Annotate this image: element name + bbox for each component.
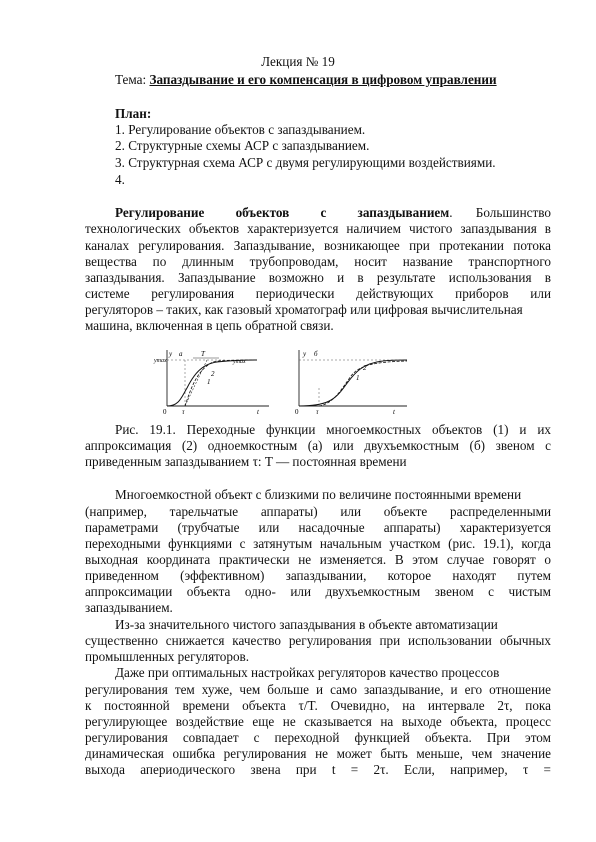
panel-b-y-label: y (303, 350, 307, 358)
figure-caption-line: аппроксимация (2) одноемкостным (а) или двухъемкостным (б) звеном с (85, 438, 551, 453)
paragraph-line: регулирования тем хуже, чем больше и само запаздывание, и его отношение (85, 682, 551, 697)
topic-label: Тема: (115, 72, 150, 87)
section1-heading: Регулирование объектов с запаздыванием (115, 205, 450, 220)
paragraph-line: запаздыванием. (85, 600, 173, 615)
section1-line: технологических объектов характеризуется наличием чистого запаздывания в (85, 221, 551, 236)
panel-a (153, 350, 269, 416)
paragraph-line: параметрами (трубчатые или насадочные аппараты) характеризуется (85, 520, 551, 535)
panel-a-curve1-label: 1 (207, 378, 211, 386)
paragraph-line: к постоянной времени объекта τ/T. Очевидно, на интервале 2τ, пока (85, 698, 551, 713)
paragraph-line: переходными функциями с затянутым начальным участком (рис. 19.1), когда (85, 536, 551, 551)
section1-line: запаздывания. Запаздывание возможно и в результате использования в (85, 270, 551, 285)
panel-a-curve2-label: 2 (211, 370, 215, 378)
panel-a-ymax-right: ymax (233, 359, 246, 365)
panel-b-tau: τ (316, 408, 319, 416)
panel-b-letter: б (314, 350, 318, 358)
topic-line (115, 72, 497, 88)
panel-b-curve2-label: 2 (363, 364, 367, 372)
plan-item-2: 2. Структурные схемы АСР с запаздыванием. (115, 138, 370, 153)
paragraph-line: аппроксимации объекта одно- или двухъемкостным звеном с чистым (85, 584, 551, 599)
plan-item-4: 4. (115, 172, 125, 187)
section1-first-line: Регулирование объектов с запаздыванием. Большинство (115, 205, 551, 220)
section1-line: машина, включенная в цепь обратной связи. (85, 318, 334, 333)
panel-a-tau: τ (182, 408, 185, 416)
figure-caption-line: Рис. 19.1. Переходные функции многоемкостных объектов (1) и их (115, 422, 551, 437)
paragraph-line: выходная координата практически не изменяется. В этом случае говорят о (85, 552, 551, 567)
paragraph-line: Даже при оптимальных настройках регуляторов качество процессов (115, 665, 500, 680)
section1-line: вещества по длинным трубопроводам, носит название транспортного (85, 254, 551, 269)
section1-line: регуляторов – таких, как газовый хроматограф или цифровая вычислительная (85, 302, 523, 317)
panel-a-y-label: y (169, 350, 173, 358)
plan-heading: План: (115, 106, 152, 121)
lecture-title: Лекция № 19 (261, 54, 335, 69)
section1-line: системе регулирования периодически действующих приборов или (85, 286, 551, 301)
panel-b-t: t (393, 408, 395, 416)
panel-b-curve-1 (299, 360, 407, 406)
paragraph-line: Многоемкостной объект с близкими по величине постоянными времени (115, 487, 522, 502)
panel-a-letter: a (179, 350, 183, 358)
panel-b-curve1-label: 1 (356, 374, 360, 382)
panel-a-curve-1 (167, 360, 257, 406)
panel-a-ymax-left: ymax (154, 358, 167, 364)
panel-a-T-label: T (201, 350, 205, 358)
panel-a-t: t (257, 408, 259, 416)
paragraph-line: приведенном (эффективном) запаздывании, которое находят путем (85, 568, 551, 583)
topic-text: Запаздывание и его компенсация в цифровом управлении (149, 72, 497, 87)
paragraph-line: выхода апериодического звена при t = 2τ. Если, например, τ = (85, 762, 551, 777)
paragraph-line: динамическая ошибка регулирования не может быть меньше, чем значение (85, 746, 551, 761)
plan-item-3: 3. Структурная схема АСР с двумя регулирующими воздействиями. (115, 155, 496, 170)
panel-a-origin: 0 (163, 408, 167, 416)
paragraph-line: существенно снижается качество регулирования при использовании обычных (85, 633, 551, 648)
transient-response-figure (154, 348, 427, 416)
plan-item-1: 1. Регулирование объектов с запаздыванием. (115, 122, 366, 137)
paragraph-line: промышленных регуляторов. (85, 649, 250, 664)
paragraph-line: Из-за значительного чистого запаздывания в объекте автоматизации (115, 617, 498, 632)
panel-b (295, 350, 407, 416)
paragraph-line: регулирования совпадает с переходной функцией объекта. При этом (85, 730, 551, 745)
panel-b-origin: 0 (295, 408, 299, 416)
paragraph-line: (например, тарельчатые аппараты) или объекте распределенными (85, 504, 551, 519)
section1-line: каналах регулирования. Запаздывание, возникающее при протекании потока (85, 238, 551, 253)
paragraph-line: регулирующее воздействие еще не сказывается на выходе объекта, процесс (85, 714, 551, 729)
figure-caption-line: приведенным запаздыванием τ: T — постоянная времени (85, 454, 407, 469)
